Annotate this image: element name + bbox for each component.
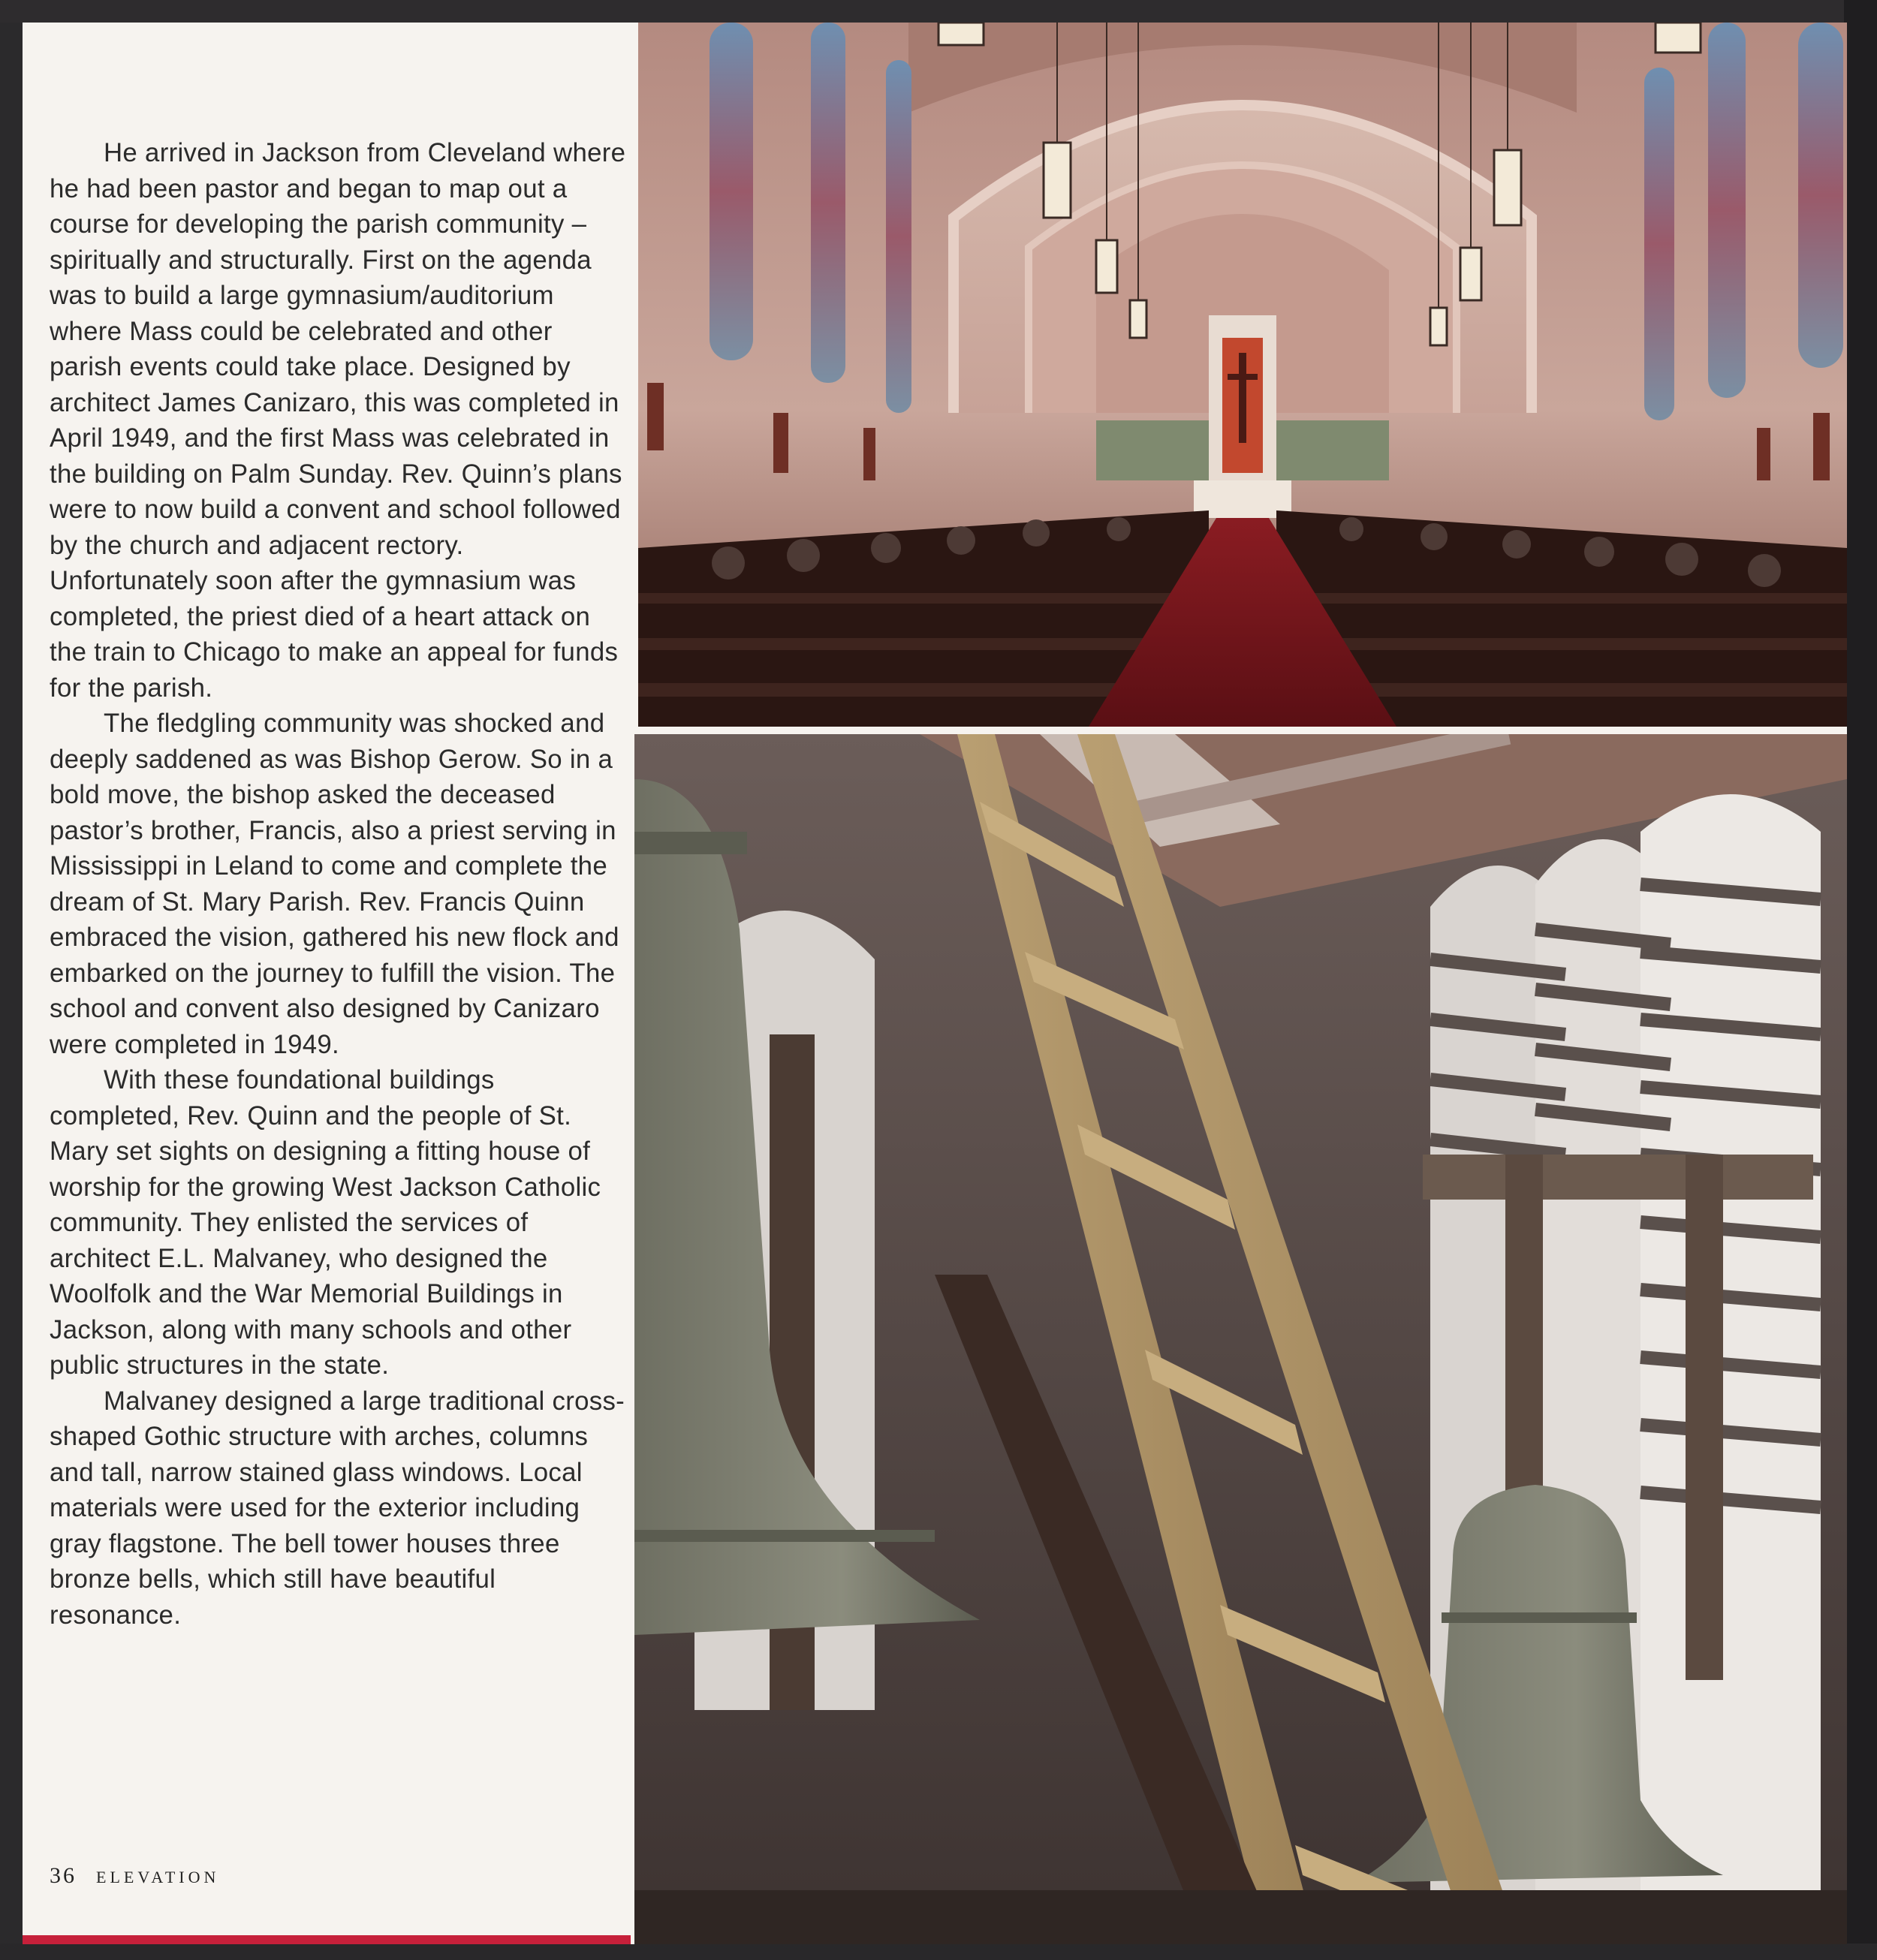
article-paragraph: He arrived in Jackson from Cleveland where he had been pastor and began to map out a course for developing the parish community – spiritually and structurally. First on the agenda was to build a large gymnasium/auditorium where Mass could be celebrated and other parish events could take place. Designed by architect James Canizaro, this was completed in April 1949, and the first Mass was celebrated in the building on Palm Sunday. Rev. Quinn’s plans were to now build a convent and school followed by the church and adjacent rectory. Unfortunately soon after the gymnasium was completed, the priest died of a heart attack on the train to Chicago to make an appeal for funds for the parish. [50, 138, 626, 703]
page-number: 36 [50, 1863, 77, 1888]
scan-edge-top [0, 0, 1877, 23]
accent-rule [23, 1935, 631, 1944]
magazine-page [23, 23, 1847, 1944]
article-paragraph: With these foundational buildings completed, Rev. Quinn and the people of St. Mary set sights on designing a fitting house of worship for the growing West Jackson Catholic community. They enlisted the services of architect E.L. Malvaney, who designed the Woolfolk and the War Memorial Buildings in Jackson, along with many schools and other public structures in the state. [50, 1065, 601, 1380]
article-paragraph: The fledgling community was shocked and deeply saddened as was Bishop Gerow. So in a bold move, the bishop asked the deceased pastor’s brother, Francis, also a priest serving in Mississippi in Leland to come and complete the dream of St. Mary Parish. Rev. Francis Quinn embraced the vision, gathered his new flock and embarked on the journey to fulfill the vision. The school and convent also designed by Canizaro were completed in 1949. [50, 709, 619, 1059]
photo-divider [634, 727, 1847, 734]
article-text [50, 135, 628, 1633]
bell-tower-photo [634, 734, 1847, 1944]
page-folio [50, 1863, 219, 1889]
article-paragraph: Malvaney designed a large traditional cross-shaped Gothic structure with arches, columns and tall, narrow stained glass windows. Local materials were used for the exterior including gray flagstone. The bell tower houses three bronze bells, which still have beautiful resonance. [50, 1386, 625, 1630]
scan-edge-right [1844, 0, 1877, 1960]
church-interior-photo [638, 23, 1847, 727]
magazine-name: ELEVATION [96, 1868, 220, 1886]
scan-edge-bottom [0, 1943, 1877, 1960]
